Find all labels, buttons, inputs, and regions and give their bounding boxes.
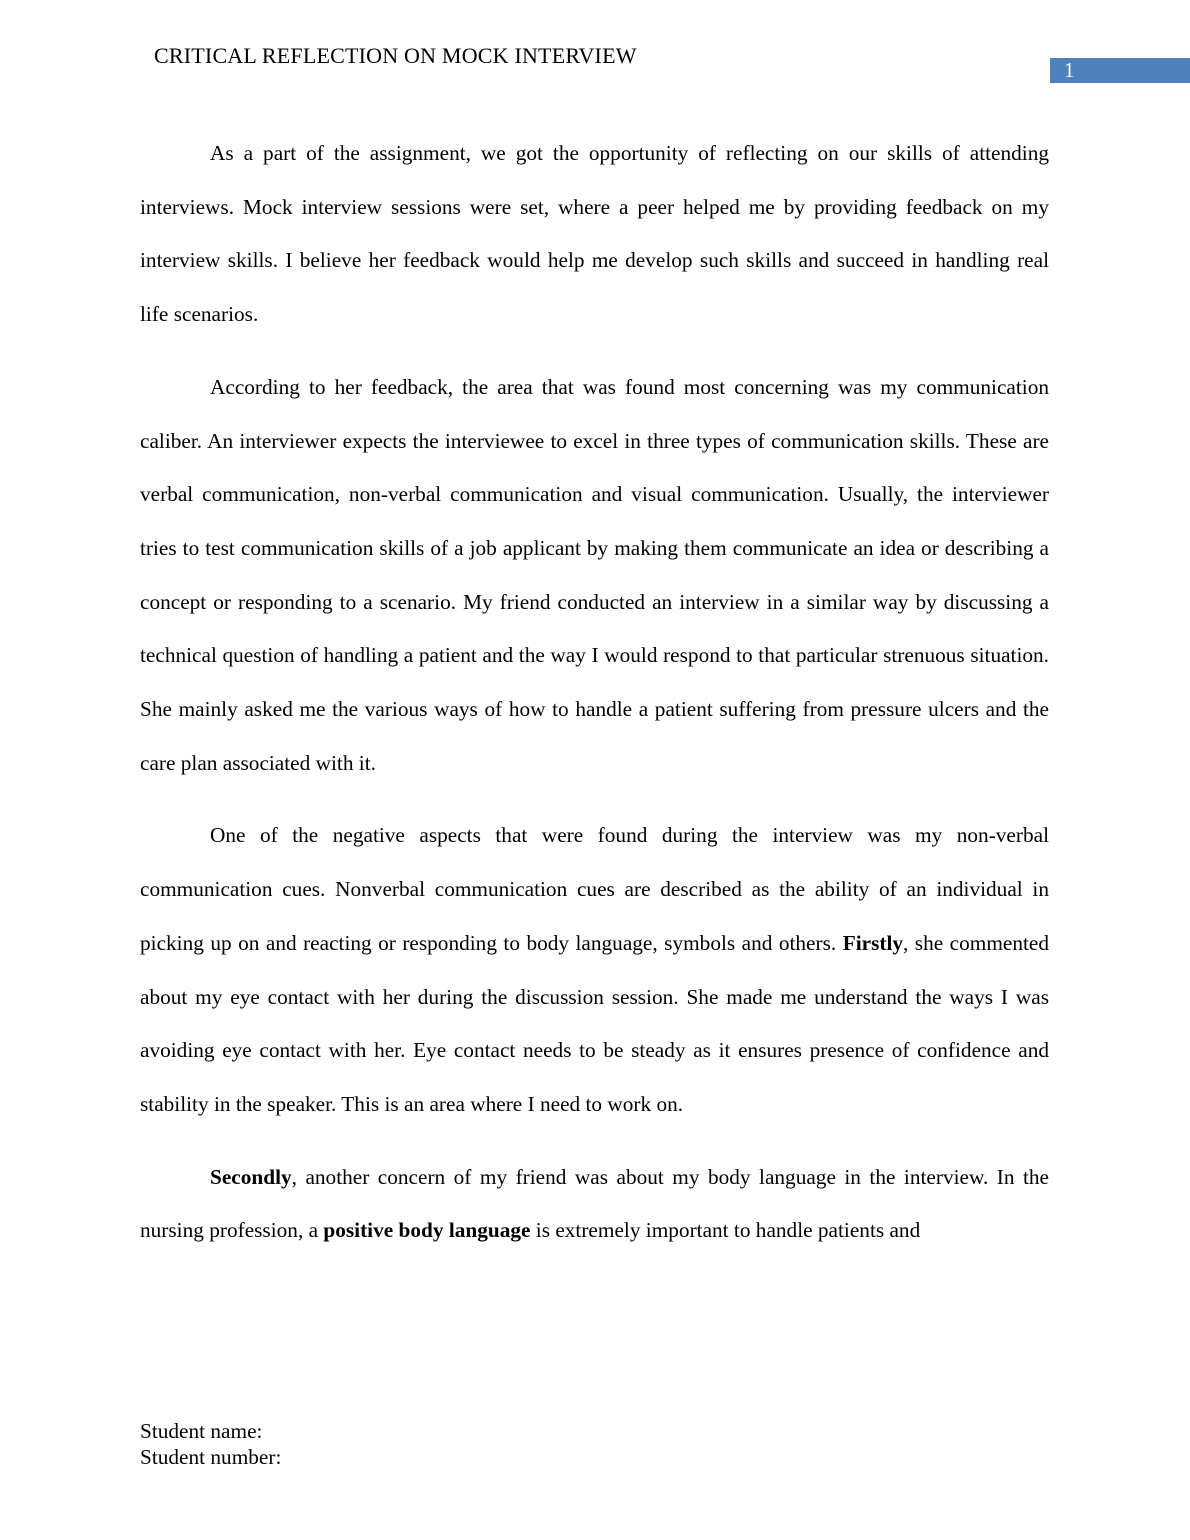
student-name-label: Student name: bbox=[140, 1419, 263, 1443]
page-number-box bbox=[1050, 58, 1190, 83]
paragraph-text: One of the negative aspects that were found during the interview was my non-verbal communication cues. Nonverbal communication cues are described as the ability of an individual in picking up on and reacting or responding to body language, symbols and others. bbox=[140, 823, 1049, 955]
paragraph-text: is extremely important to handle patients and bbox=[530, 1218, 921, 1243]
bold-positive-body-language: positive body language bbox=[323, 1218, 531, 1243]
running-head: CRITICAL REFLECTION ON MOCK INTERVIEW bbox=[154, 43, 637, 68]
bold-secondly: Secondly bbox=[210, 1164, 292, 1189]
paragraph-text: , another concern of my friend was about my body language in the interview. In the nursing profession, a bbox=[140, 1164, 1049, 1243]
paragraph-body-language bbox=[140, 1151, 1049, 1258]
student-number-label: Student number: bbox=[140, 1445, 282, 1469]
paragraph-communication-feedback: According to her feedback, the area that was found most concerning was my communication caliber. An interviewer expects the interviewee to excel in three types of communication skills. These are verbal communication, non-verbal communication and visual communication. Usually, the interviewer tries to test communication skills of a job applicant by making them communicate an idea or describing a concept or responding to a scenario. My friend conducted an interview in a similar way by discussing a technical question of handling a patient and the way I would respond to that particular strenuous situation. She mainly asked me the various ways of how to handle a patient suffering from pressure ulcers and the care plan associated with it. bbox=[140, 374, 1049, 775]
paragraph-nonverbal-cues bbox=[140, 809, 1049, 1131]
bold-firstly: Firstly bbox=[842, 930, 904, 955]
paragraph-text: , she commented about my eye contact with her during the discussion session. She made me understand the ways I was avoiding eye contact with her. Eye contact needs to be steady as it ensures presence of confidence and stability in the speaker. This is an area where I need to work on. bbox=[140, 930, 1050, 1116]
paragraph-intro: As a part of the assignment, we got the opportunity of reflecting on our skills of attending interviews. Mock interview sessions were set, where a peer helped me by providing feedback on my interview skills. I believe her feedback would help me develop such skills and succeed in handling real life scenarios. bbox=[140, 141, 1049, 327]
page-number: 1 bbox=[1064, 58, 1075, 82]
footer bbox=[140, 1418, 281, 1470]
document-body bbox=[140, 127, 1049, 1277]
